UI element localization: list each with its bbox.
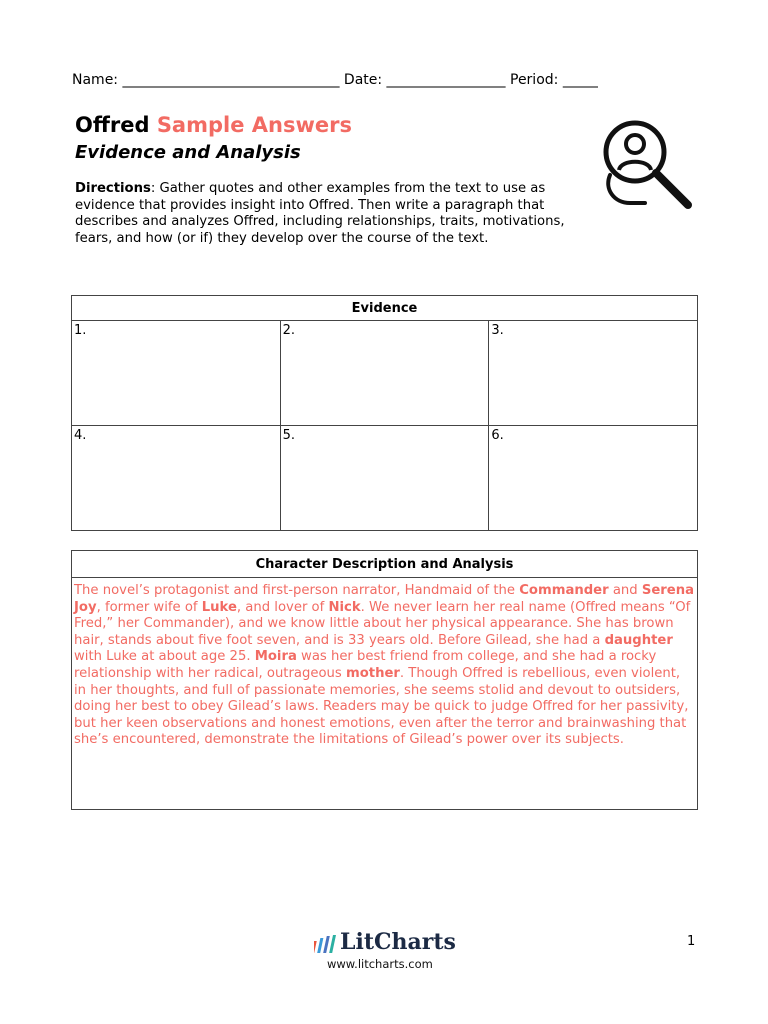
evidence-cell-1[interactable]: 1.: [72, 321, 281, 426]
analysis-name-nick: Nick: [328, 599, 361, 615]
evidence-cell-3[interactable]: 3.: [489, 321, 698, 426]
analysis-run: . Though Offred is rebellious, even violent, in her thoughts, and full of passionate memories, she seems stolid and devout to outsiders, doing her best to obey Gilead’s laws. Readers may be quick to judge Offred for her passivity, but her keen observations and honest emotions, even after the terror and brainwashing that she’s encountered, demonstrate the limitations of Gilead’s power over its subjects.: [74, 665, 689, 748]
title-character: Offred: [75, 113, 150, 137]
bars-logo-icon: [314, 935, 338, 953]
evidence-cell-5[interactable]: 5.: [280, 426, 489, 531]
logo-url[interactable]: www.litcharts.com: [327, 957, 433, 971]
evidence-cell-6[interactable]: 6.: [489, 426, 698, 531]
directions-label: Directions: [75, 181, 151, 196]
analysis-run: . We never learn her real name (Offred means “Of Fred,” her Commander), and we know little about her physical appearance. She has brown hair, stands about five foot seven, and is 33 years old. Before Gilead, she had a: [74, 599, 691, 648]
directions-text: : Gather quotes and other examples from the text to use as evidence that provides insight into Offred. Then write a paragraph that describes and analyzes Offred, including relationships, traits, motivations, fears, and how (or if) they develop over the course of the text.: [75, 181, 565, 246]
evidence-header: Evidence: [72, 296, 698, 321]
page-title: [75, 113, 352, 137]
page-subtitle: Evidence and Analysis: [75, 142, 301, 163]
title-accent: Sample Answers: [156, 113, 352, 137]
analysis-name-luke: Luke: [201, 599, 237, 615]
analysis-name-moira: Moira: [254, 649, 297, 665]
magnifier-person-icon: [600, 115, 695, 213]
analysis-run: and: [608, 583, 642, 598]
analysis-run: , and lover of: [236, 599, 329, 615]
analysis-text[interactable]: [72, 578, 698, 810]
evidence-table: [71, 295, 698, 531]
analysis-run: The novel’s protagonist and first-person narrator, Handmaid of the: [74, 583, 520, 598]
directions-paragraph: [75, 181, 585, 247]
analysis-name-commander: Commander: [519, 583, 609, 598]
analysis-name-serena-joy: Serena Joy: [74, 583, 695, 615]
analysis-run: , former wife of: [96, 599, 202, 615]
analysis-name-mother: mother: [345, 665, 400, 681]
evidence-cell-4[interactable]: 4.: [72, 426, 281, 531]
page-number: 1: [687, 934, 696, 949]
litcharts-logo[interactable]: [312, 930, 462, 972]
analysis-header: Character Description and Analysis: [72, 551, 698, 578]
student-info-line[interactable]: Name: _______________________________ Date: _________________ Period: _____: [72, 72, 598, 88]
evidence-cell-2[interactable]: 2.: [280, 321, 489, 426]
analysis-table: [71, 550, 698, 810]
analysis-name-daughter: daughter: [604, 632, 673, 648]
analysis-run: was her best friend from college, and she had a rocky relationship with her radical, outrageous: [74, 649, 657, 681]
analysis-run: with Luke at about age 25.: [74, 649, 255, 665]
logo-text: LitCharts: [340, 929, 456, 955]
